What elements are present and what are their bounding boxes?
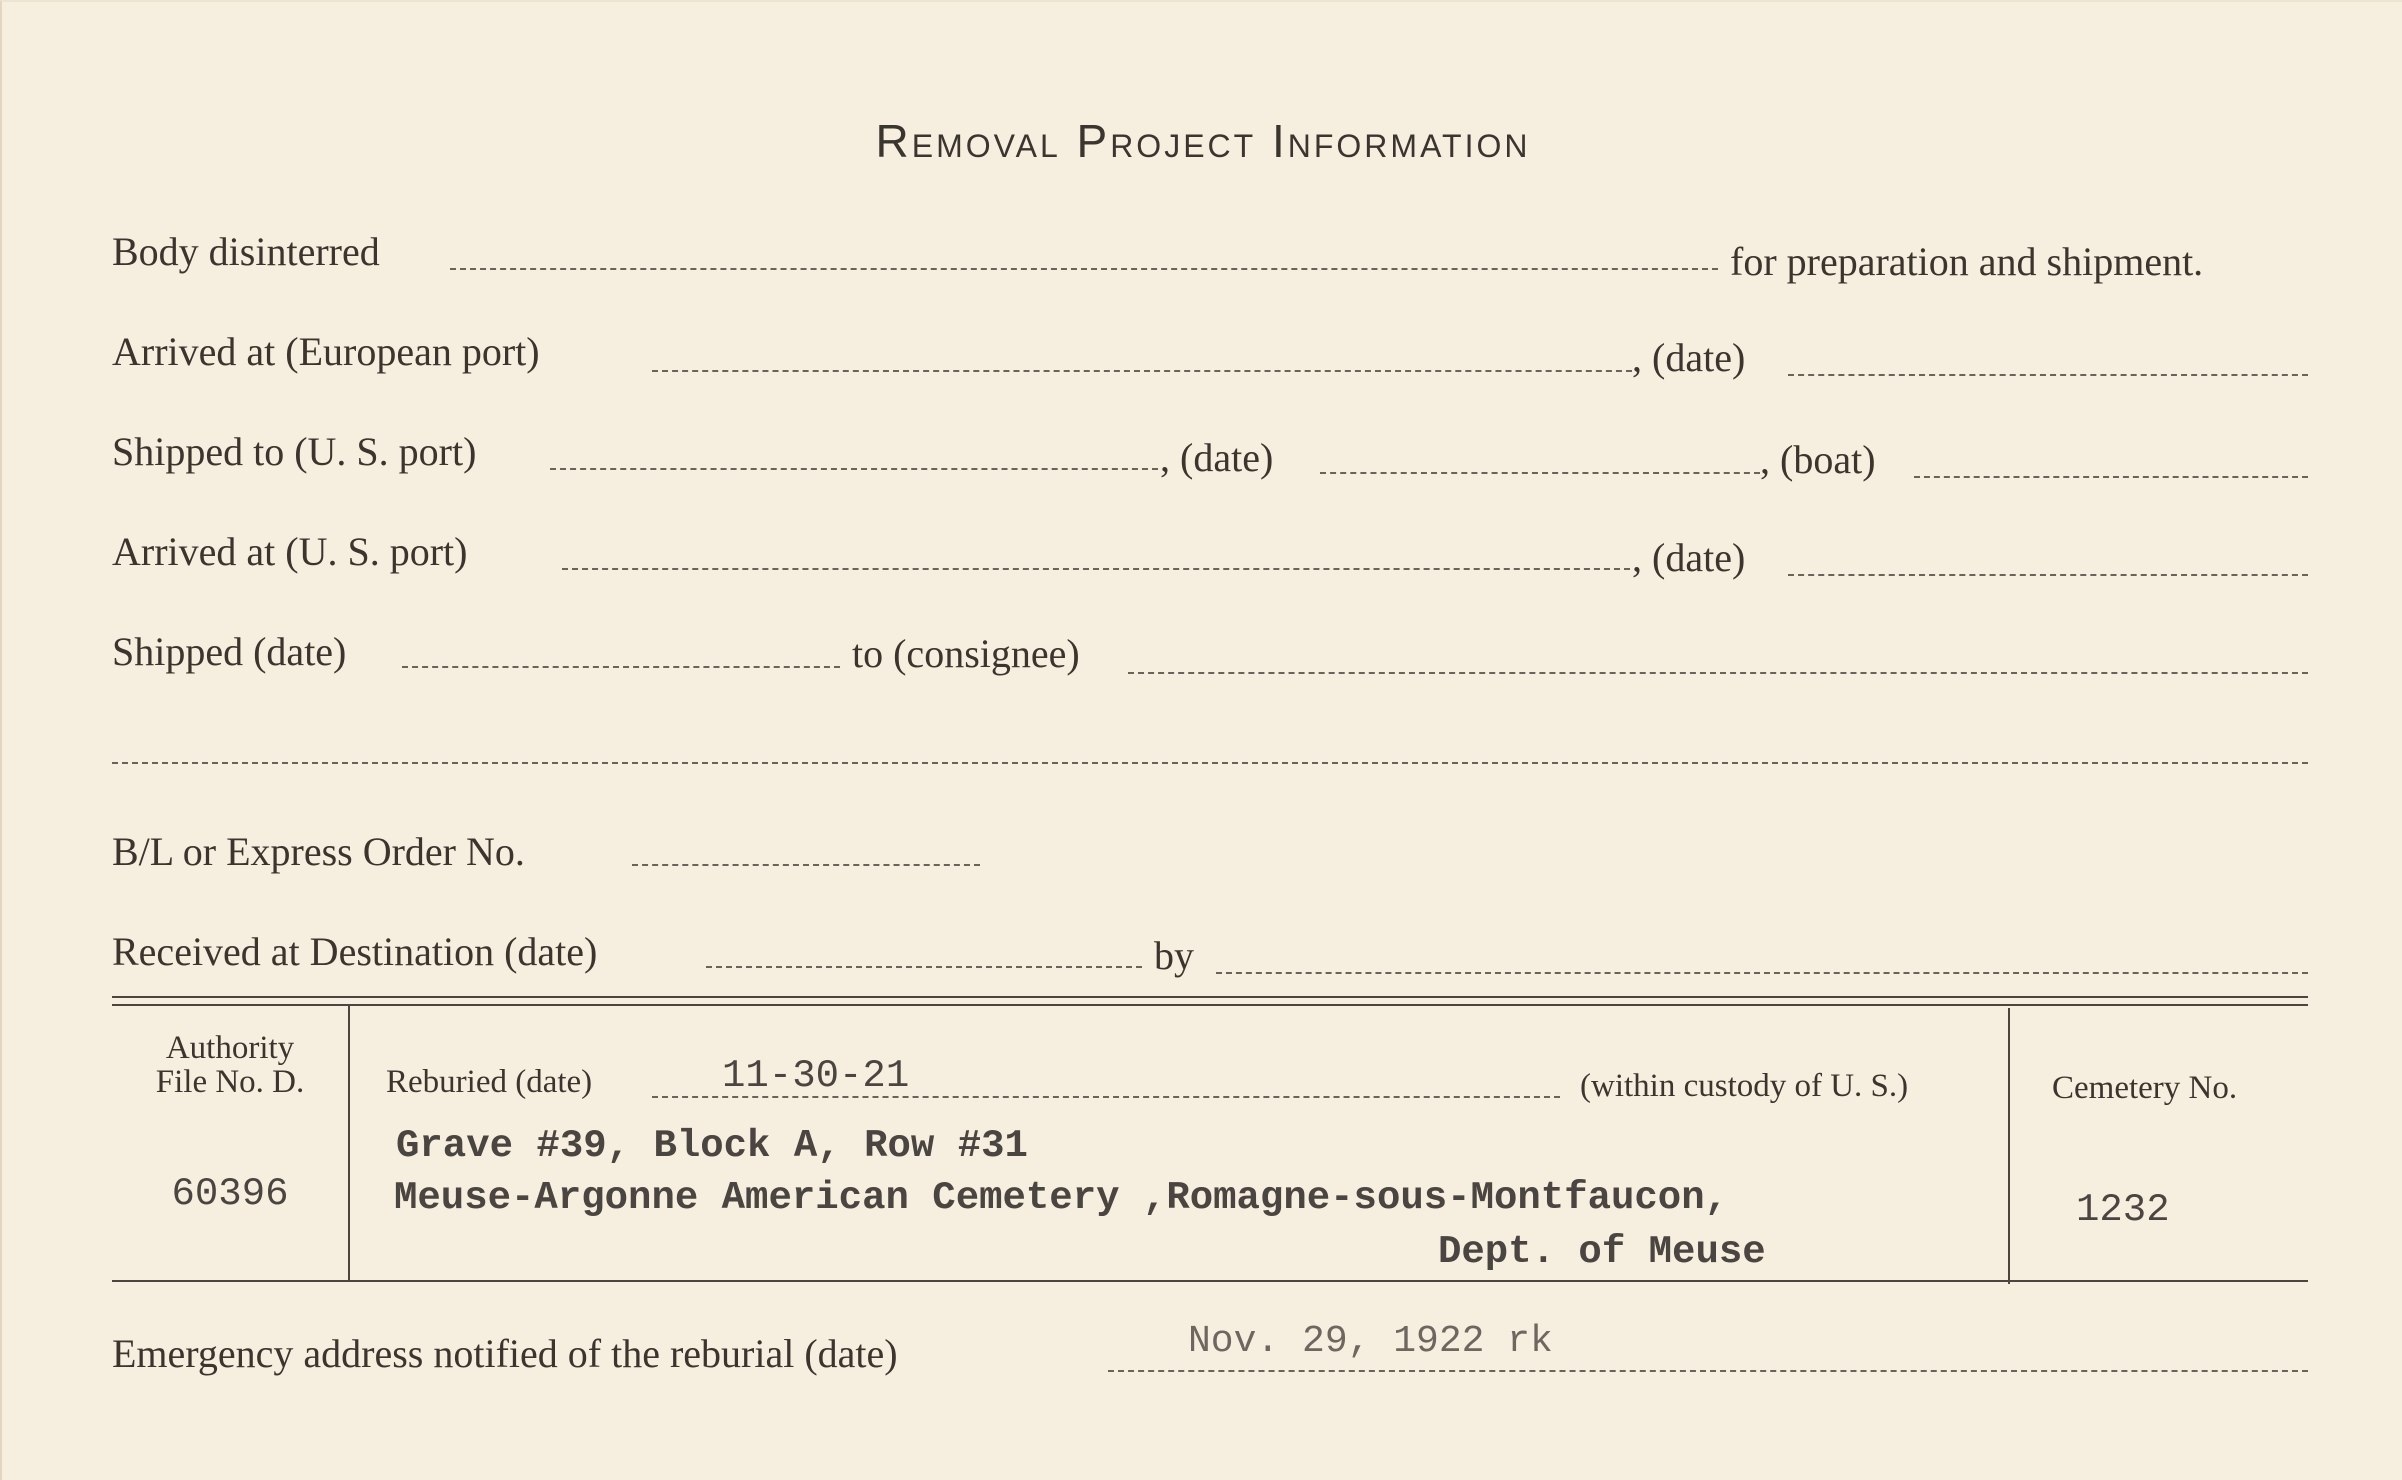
- table-divider-left: [348, 1004, 350, 1280]
- cemetery-name: Meuse-Argonne American Cemetery ,Romagne-sous-Montfaucon,: [394, 1176, 1729, 1220]
- shipped-date-field[interactable]: [402, 666, 840, 668]
- grave-location: Grave #39, Block A, Row #31: [396, 1124, 1028, 1168]
- shipped-to-label: Shipped to (U. S. port): [112, 429, 477, 474]
- custody-label: (within custody of U. S.): [1580, 1068, 1909, 1104]
- card-title: Removal Project Information: [875, 115, 1531, 167]
- authority-file-number: 60396: [171, 1172, 289, 1216]
- for-preparation-label: for preparation and shipment.: [1730, 239, 2204, 284]
- consignee-extra-field[interactable]: [112, 762, 2308, 764]
- table-divider-right: [2008, 1008, 2010, 1284]
- cemetery-no-value: 1232: [2076, 1188, 2170, 1232]
- received-label: Received at Destination (date): [112, 929, 598, 974]
- date-field-2[interactable]: [1320, 472, 1760, 474]
- consignee-field[interactable]: [1128, 672, 2308, 674]
- emergency-date-field[interactable]: [1108, 1370, 2308, 1372]
- received-date-field[interactable]: [706, 966, 1142, 968]
- arrived-european-label: Arrived at (European port): [112, 329, 540, 374]
- boat-field[interactable]: [1914, 476, 2308, 478]
- date-field-1[interactable]: [1788, 374, 2308, 376]
- reburied-label: Reburied (date): [386, 1064, 593, 1100]
- emergency-date-value: Nov. 29, 1922 rk: [1188, 1320, 1553, 1363]
- cemetery-no-label: Cemetery No.: [2052, 1070, 2238, 1106]
- body-disinterred-label: Body disinterred: [112, 229, 380, 274]
- bl-order-field[interactable]: [632, 864, 980, 866]
- authority-label-2: File No. D.: [155, 1064, 305, 1100]
- date-label-3: , (date): [1632, 535, 1746, 580]
- received-by-field[interactable]: [1216, 972, 2308, 974]
- to-consignee-label: to (consignee): [852, 631, 1080, 676]
- by-label: by: [1154, 933, 1194, 978]
- date-field-3[interactable]: [1788, 574, 2308, 576]
- arrived-european-field[interactable]: [652, 370, 1632, 372]
- table-top-rule-2: [112, 1004, 2308, 1006]
- date-label-1: , (date): [1632, 335, 1746, 380]
- shipped-to-field[interactable]: [550, 468, 1158, 470]
- table-top-rule-1: [112, 996, 2308, 998]
- emergency-label: Emergency address notified of the reburial (date): [112, 1331, 898, 1376]
- department-name: Dept. of Meuse: [1438, 1230, 1766, 1274]
- arrived-us-label: Arrived at (U. S. port): [112, 529, 468, 574]
- shipped-date-label: Shipped (date): [112, 629, 347, 674]
- table-bottom-rule: [112, 1280, 2308, 1282]
- authority-label-1: Authority: [165, 1030, 295, 1066]
- bl-order-label: B/L or Express Order No.: [112, 829, 525, 874]
- arrived-us-field[interactable]: [562, 568, 1630, 570]
- reburied-date-value: 11-30-21: [722, 1054, 910, 1098]
- body-disinterred-field[interactable]: [450, 268, 1718, 270]
- boat-label: , (boat): [1760, 437, 1876, 482]
- date-label-2: , (date): [1160, 435, 1274, 480]
